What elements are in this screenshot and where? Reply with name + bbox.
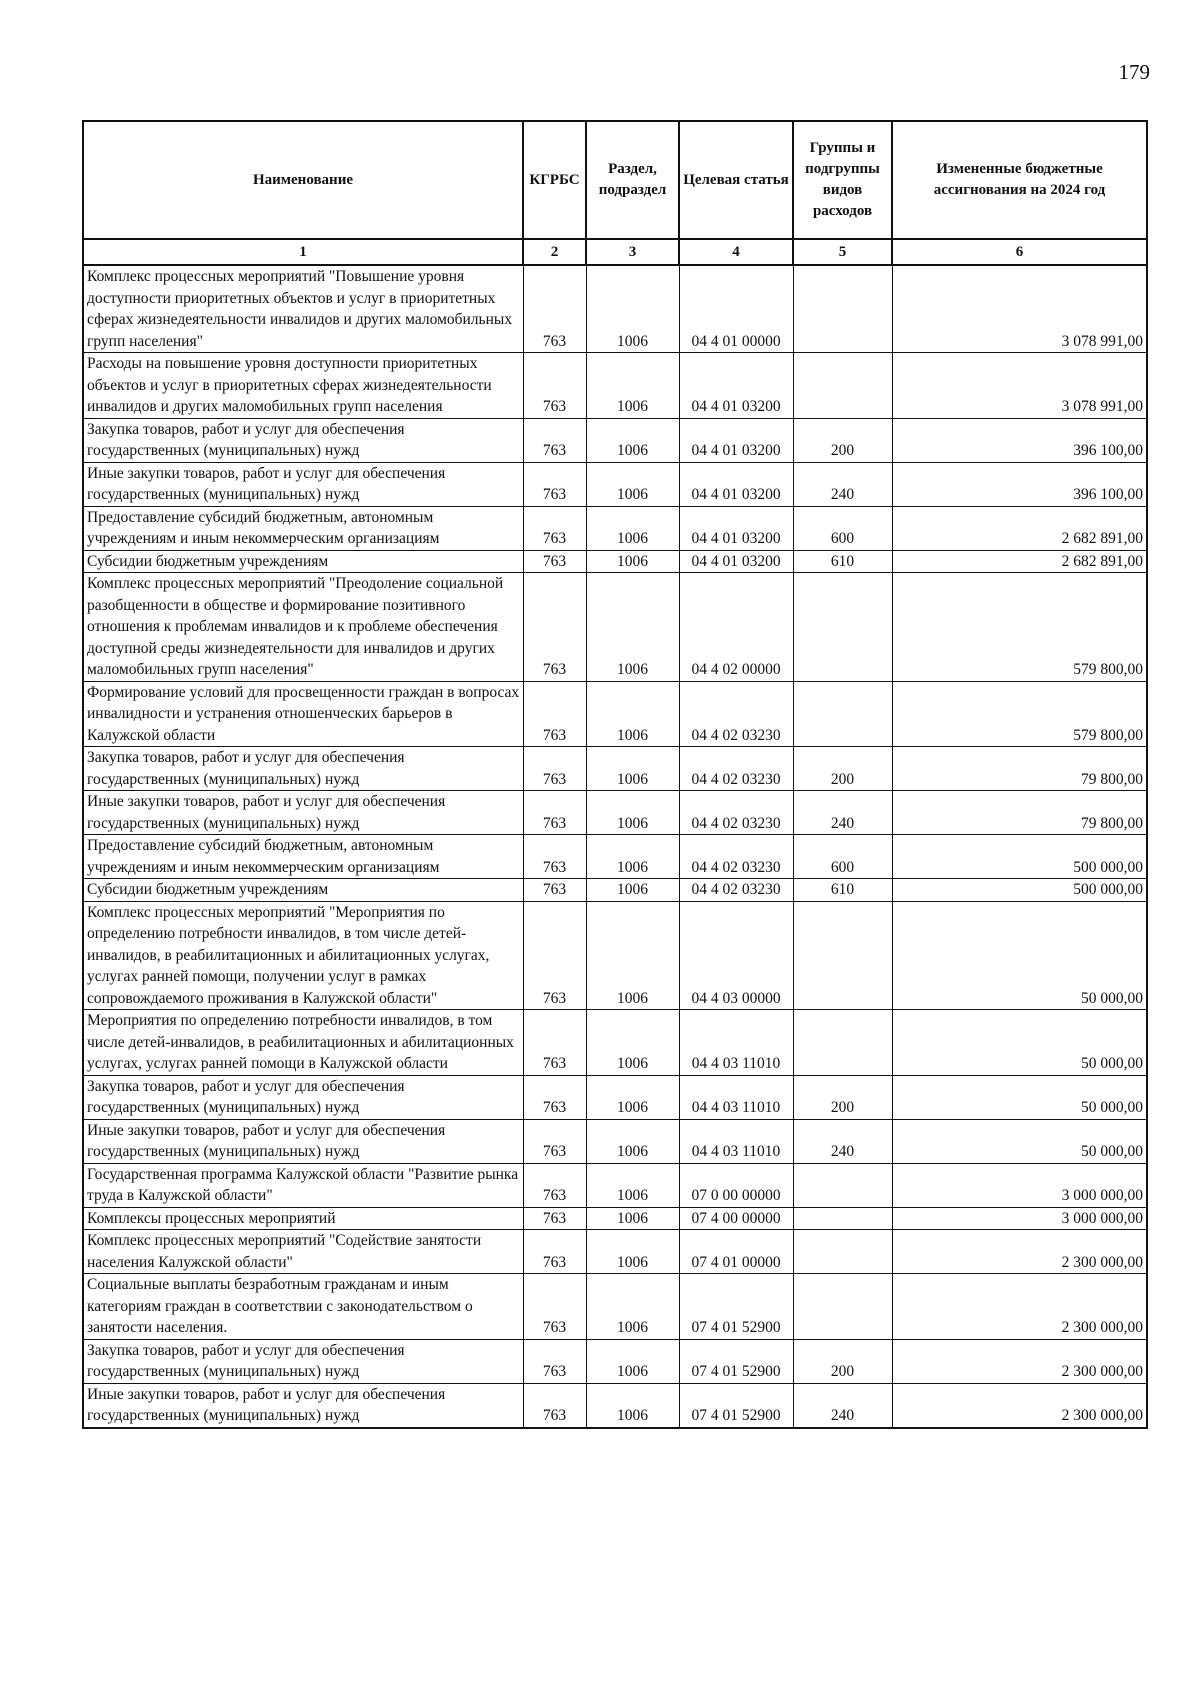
row-kgrbs-cell: 763 xyxy=(523,1383,586,1428)
row-group-cell: 240 xyxy=(793,1119,892,1163)
row-group-cell xyxy=(793,681,892,747)
row-name-cell: Мероприятия по определению потребности инвалидов, в том числе детей-инвалидов, в реабилитационных и абилитационных услугах, услугах ранней помощи в Калужской области xyxy=(83,1010,523,1076)
row-name-cell: Субсидии бюджетным учреждениям xyxy=(83,879,523,902)
row-kgrbs-cell: 763 xyxy=(523,1230,586,1274)
row-group-cell: 600 xyxy=(793,835,892,879)
row-article-cell: 04 4 02 00000 xyxy=(679,573,793,682)
col-number: 6 xyxy=(892,239,1147,265)
row-article-cell: 04 4 02 03230 xyxy=(679,791,793,835)
row-section-cell: 1006 xyxy=(586,1163,679,1207)
row-kgrbs-cell: 763 xyxy=(523,747,586,791)
page-number: 179 xyxy=(1118,60,1150,84)
row-group-cell: 200 xyxy=(793,1339,892,1383)
row-group-cell: 240 xyxy=(793,791,892,835)
row-section-cell: 1006 xyxy=(586,1274,679,1340)
row-kgrbs-cell: 763 xyxy=(523,791,586,835)
row-article-cell: 04 4 02 03230 xyxy=(679,747,793,791)
row-name-cell: Предоставление субсидий бюджетным, автономным учреждениям и иным некоммерческим организациям xyxy=(83,506,523,550)
row-article-cell: 04 4 03 11010 xyxy=(679,1075,793,1119)
row-group-cell xyxy=(793,901,892,1010)
col-header-article: Целевая статья xyxy=(679,121,793,239)
row-article-cell: 04 4 03 00000 xyxy=(679,901,793,1010)
table-row xyxy=(83,418,1147,462)
row-amount-cell: 500 000,00 xyxy=(892,835,1147,879)
table-body xyxy=(83,265,1147,1428)
row-article-cell: 07 4 01 52900 xyxy=(679,1274,793,1340)
col-number: 3 xyxy=(586,239,679,265)
row-group-cell: 600 xyxy=(793,506,892,550)
row-group-cell: 610 xyxy=(793,550,892,573)
row-amount-cell: 79 800,00 xyxy=(892,747,1147,791)
row-kgrbs-cell: 763 xyxy=(523,1010,586,1076)
row-article-cell: 04 4 01 03200 xyxy=(679,506,793,550)
row-amount-cell: 396 100,00 xyxy=(892,462,1147,506)
row-amount-cell: 2 300 000,00 xyxy=(892,1230,1147,1274)
row-section-cell: 1006 xyxy=(586,506,679,550)
row-name-cell: Иные закупки товаров, работ и услуг для обеспечения государственных (муниципальных) нужд xyxy=(83,791,523,835)
row-amount-cell: 2 682 891,00 xyxy=(892,550,1147,573)
row-name-cell: Социальные выплаты безработным гражданам и иным категориям граждан в соответствии с законодательством о занятости населения. xyxy=(83,1274,523,1340)
row-kgrbs-cell: 763 xyxy=(523,418,586,462)
budget-table xyxy=(82,120,1148,1429)
table-row xyxy=(83,1230,1147,1274)
table-row xyxy=(83,1119,1147,1163)
col-header-groups: Группы и подгруппы видов расходов xyxy=(793,121,892,239)
row-kgrbs-cell: 763 xyxy=(523,265,586,353)
row-section-cell: 1006 xyxy=(586,418,679,462)
row-amount-cell: 3 000 000,00 xyxy=(892,1163,1147,1207)
row-article-cell: 04 4 02 03230 xyxy=(679,879,793,902)
table-row xyxy=(83,1274,1147,1340)
row-group-cell: 200 xyxy=(793,747,892,791)
table-row xyxy=(83,681,1147,747)
row-name-cell: Государственная программа Калужской области "Развитие рынка труда в Калужской области" xyxy=(83,1163,523,1207)
row-article-cell: 04 4 01 03200 xyxy=(679,353,793,419)
row-amount-cell: 579 800,00 xyxy=(892,573,1147,682)
row-amount-cell: 2 300 000,00 xyxy=(892,1274,1147,1340)
row-group-cell: 240 xyxy=(793,462,892,506)
row-name-cell: Закупка товаров, работ и услуг для обеспечения государственных (муниципальных) нужд xyxy=(83,747,523,791)
table-row xyxy=(83,573,1147,682)
row-section-cell: 1006 xyxy=(586,879,679,902)
row-amount-cell: 50 000,00 xyxy=(892,1010,1147,1076)
row-group-cell xyxy=(793,265,892,353)
row-article-cell: 04 4 01 03200 xyxy=(679,462,793,506)
row-name-cell: Иные закупки товаров, работ и услуг для обеспечения государственных (муниципальных) нужд xyxy=(83,1119,523,1163)
row-name-cell: Закупка товаров, работ и услуг для обеспечения государственных (муниципальных) нужд xyxy=(83,1075,523,1119)
row-kgrbs-cell: 763 xyxy=(523,462,586,506)
table-row xyxy=(83,1075,1147,1119)
row-name-cell: Комплексы процессных мероприятий xyxy=(83,1207,523,1230)
row-group-cell xyxy=(793,1274,892,1340)
row-name-cell: Комплекс процессных мероприятий "Содействие занятости населения Калужской области" xyxy=(83,1230,523,1274)
row-name-cell: Закупка товаров, работ и услуг для обеспечения государственных (муниципальных) нужд xyxy=(83,1339,523,1383)
table-row xyxy=(83,1207,1147,1230)
row-article-cell: 04 4 01 00000 xyxy=(679,265,793,353)
row-section-cell: 1006 xyxy=(586,265,679,353)
row-name-cell: Иные закупки товаров, работ и услуг для обеспечения государственных (муниципальных) нужд xyxy=(83,1383,523,1428)
table-row xyxy=(83,506,1147,550)
row-kgrbs-cell: 763 xyxy=(523,681,586,747)
row-kgrbs-cell: 763 xyxy=(523,1119,586,1163)
row-name-cell: Расходы на повышение уровня доступности приоритетных объектов и услуг в приоритетных сферах жизнедеятельности инвалидов и других маломобильных групп населения xyxy=(83,353,523,419)
row-kgrbs-cell: 763 xyxy=(523,506,586,550)
row-kgrbs-cell: 763 xyxy=(523,1075,586,1119)
row-section-cell: 1006 xyxy=(586,681,679,747)
row-section-cell: 1006 xyxy=(586,1075,679,1119)
row-name-cell: Формирование условий для просвещенности граждан в вопросах инвалидности и устранения отношенческих барьеров в Калужской области xyxy=(83,681,523,747)
row-group-cell xyxy=(793,353,892,419)
row-section-cell: 1006 xyxy=(586,550,679,573)
row-amount-cell: 2 300 000,00 xyxy=(892,1339,1147,1383)
row-section-cell: 1006 xyxy=(586,1010,679,1076)
col-header-name: Наименование xyxy=(83,121,523,239)
row-section-cell: 1006 xyxy=(586,1339,679,1383)
row-group-cell xyxy=(793,1163,892,1207)
row-amount-cell: 2 300 000,00 xyxy=(892,1383,1147,1428)
row-kgrbs-cell: 763 xyxy=(523,835,586,879)
row-kgrbs-cell: 763 xyxy=(523,550,586,573)
row-group-cell xyxy=(793,1207,892,1230)
row-article-cell: 04 4 01 03200 xyxy=(679,550,793,573)
row-section-cell: 1006 xyxy=(586,791,679,835)
row-article-cell: 04 4 03 11010 xyxy=(679,1119,793,1163)
row-kgrbs-cell: 763 xyxy=(523,573,586,682)
row-group-cell xyxy=(793,573,892,682)
row-amount-cell: 50 000,00 xyxy=(892,1119,1147,1163)
row-amount-cell: 3 078 991,00 xyxy=(892,353,1147,419)
row-kgrbs-cell: 763 xyxy=(523,1274,586,1340)
row-amount-cell: 579 800,00 xyxy=(892,681,1147,747)
row-name-cell: Комплекс процессных мероприятий "Повышение уровня доступности приоритетных объектов и услуг в приоритетных сферах жизнедеятельности инвалидов и других маломобильных групп населения" xyxy=(83,265,523,353)
row-amount-cell: 2 682 891,00 xyxy=(892,506,1147,550)
table-row xyxy=(83,265,1147,353)
row-group-cell: 200 xyxy=(793,1075,892,1119)
row-amount-cell: 500 000,00 xyxy=(892,879,1147,902)
col-number: 5 xyxy=(793,239,892,265)
row-kgrbs-cell: 763 xyxy=(523,353,586,419)
table-row xyxy=(83,550,1147,573)
row-section-cell: 1006 xyxy=(586,901,679,1010)
row-section-cell: 1006 xyxy=(586,1207,679,1230)
row-name-cell: Предоставление субсидий бюджетным, автономным учреждениям и иным некоммерческим организациям xyxy=(83,835,523,879)
row-kgrbs-cell: 763 xyxy=(523,879,586,902)
table-row xyxy=(83,835,1147,879)
row-article-cell: 07 4 00 00000 xyxy=(679,1207,793,1230)
row-group-cell xyxy=(793,1230,892,1274)
row-amount-cell: 50 000,00 xyxy=(892,1075,1147,1119)
col-header-kgrbs: КГРБС xyxy=(523,121,586,239)
row-kgrbs-cell: 763 xyxy=(523,1207,586,1230)
row-group-cell: 240 xyxy=(793,1383,892,1428)
row-section-cell: 1006 xyxy=(586,1383,679,1428)
row-amount-cell: 3 000 000,00 xyxy=(892,1207,1147,1230)
row-name-cell: Иные закупки товаров, работ и услуг для обеспечения государственных (муниципальных) нужд xyxy=(83,462,523,506)
row-article-cell: 04 4 01 03200 xyxy=(679,418,793,462)
col-header-section: Раздел, подраздел xyxy=(586,121,679,239)
table-row xyxy=(83,901,1147,1010)
row-section-cell: 1006 xyxy=(586,1230,679,1274)
row-group-cell: 610 xyxy=(793,879,892,902)
row-article-cell: 07 0 00 00000 xyxy=(679,1163,793,1207)
row-section-cell: 1006 xyxy=(586,1119,679,1163)
col-number: 2 xyxy=(523,239,586,265)
table-row xyxy=(83,879,1147,902)
row-section-cell: 1006 xyxy=(586,747,679,791)
col-number: 1 xyxy=(83,239,523,265)
table-header-row xyxy=(83,121,1147,239)
row-article-cell: 07 4 01 52900 xyxy=(679,1383,793,1428)
row-group-cell xyxy=(793,1010,892,1076)
row-amount-cell: 396 100,00 xyxy=(892,418,1147,462)
row-kgrbs-cell: 763 xyxy=(523,1339,586,1383)
table-row xyxy=(83,1339,1147,1383)
table-row xyxy=(83,1383,1147,1428)
col-number: 4 xyxy=(679,239,793,265)
table-row xyxy=(83,353,1147,419)
row-section-cell: 1006 xyxy=(586,573,679,682)
table-row xyxy=(83,791,1147,835)
row-article-cell: 04 4 02 03230 xyxy=(679,835,793,879)
row-amount-cell: 50 000,00 xyxy=(892,901,1147,1010)
table-row xyxy=(83,1010,1147,1076)
row-section-cell: 1006 xyxy=(586,462,679,506)
row-name-cell: Комплекс процессных мероприятий "Преодоление социальной разобщенности в обществе и формирование позитивного отношения к проблемам инвалидов и к проблеме обеспечения доступной среды жизнедеятельности для инвалидов и других маломобильных групп населения" xyxy=(83,573,523,682)
row-kgrbs-cell: 763 xyxy=(523,1163,586,1207)
row-article-cell: 07 4 01 52900 xyxy=(679,1339,793,1383)
row-article-cell: 07 4 01 00000 xyxy=(679,1230,793,1274)
table-row xyxy=(83,747,1147,791)
table-row xyxy=(83,462,1147,506)
row-name-cell: Субсидии бюджетным учреждениям xyxy=(83,550,523,573)
row-group-cell: 200 xyxy=(793,418,892,462)
row-amount-cell: 79 800,00 xyxy=(892,791,1147,835)
row-name-cell: Закупка товаров, работ и услуг для обеспечения государственных (муниципальных) нужд xyxy=(83,418,523,462)
row-section-cell: 1006 xyxy=(586,353,679,419)
row-article-cell: 04 4 02 03230 xyxy=(679,681,793,747)
row-section-cell: 1006 xyxy=(586,835,679,879)
row-kgrbs-cell: 763 xyxy=(523,901,586,1010)
row-name-cell: Комплекс процессных мероприятий "Мероприятия по определению потребности инвалидов, в том числе детей-инвалидов, в реабилитационных и абилитационных услугах, услугах ранней помощи, получении услуг в рамках сопровождаемого проживания в Калужской области" xyxy=(83,901,523,1010)
table-row xyxy=(83,1163,1147,1207)
row-amount-cell: 3 078 991,00 xyxy=(892,265,1147,353)
col-header-amount: Измененные бюджетные ассигнования на 2024 год xyxy=(892,121,1147,239)
row-article-cell: 04 4 03 11010 xyxy=(679,1010,793,1076)
column-numbers-row xyxy=(83,239,1147,265)
